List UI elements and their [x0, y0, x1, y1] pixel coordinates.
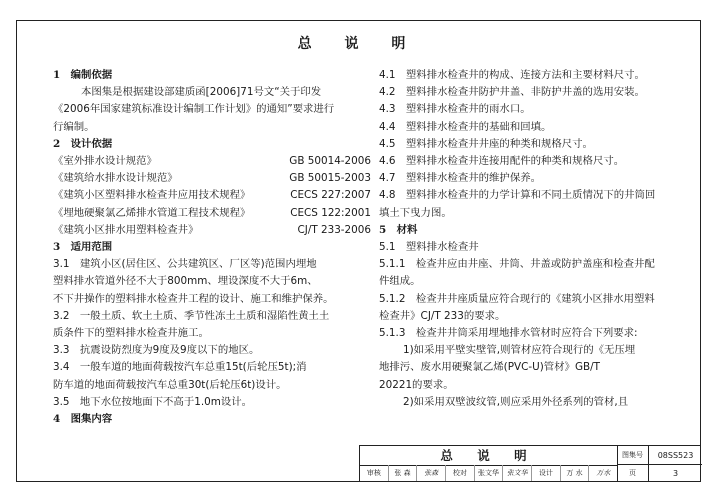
reference-line — [53, 205, 371, 222]
right-column — [379, 67, 679, 411]
reference-code: CJ/T 233-2006 — [297, 223, 371, 236]
reference-line — [53, 222, 371, 239]
section-heading: 1 编制依据 — [53, 69, 113, 81]
section-heading: 2 设计依据 — [53, 137, 113, 150]
text-line: 5.1.2 检查井井座质量应符合现行的《建筑小区排水用塑料 — [379, 292, 655, 305]
drawing-sheet — [16, 20, 701, 482]
text-line: 质条件下的塑料排水检查井施工。 — [53, 327, 209, 340]
signature-cell: 张 森 — [389, 465, 418, 481]
signature-cell: 张森 — [417, 465, 446, 481]
text-line: 3.4 一般车道的地面荷载按汽车总重15t(后轮压5t);消 — [53, 361, 307, 374]
text-line: 5.1.3 检查井井筒采用埋地排水管材时应符合下列要求: — [379, 327, 638, 340]
text-line: 5.1 塑料排水检查井 — [379, 241, 479, 254]
reference-title: 《室外排水设计规范》 — [53, 155, 157, 168]
title-block-name: 总 说 明 — [360, 446, 618, 466]
text-line: 4.8 塑料排水检查井的力学计算和不同土质情况下的井筒回 — [379, 189, 656, 202]
signature-cell: 设计 — [532, 465, 561, 481]
text-line: 件组成。 — [379, 275, 421, 288]
text-line: 4.4 塑料排水检查井的基础和回填。 — [379, 120, 552, 133]
text-line: 行编制。 — [53, 120, 95, 133]
reference-code: GB 50015-2003 — [289, 172, 371, 185]
signature-cell: 校对 — [446, 465, 475, 481]
section-heading: 5 材料 — [379, 223, 418, 236]
reference-line — [53, 170, 371, 187]
reference-title: 《埋地硬聚氯乙烯排水管道工程技术规程》 — [53, 206, 251, 219]
section-heading: 3 适用范围 — [53, 241, 113, 254]
signature-cell: 万 水 — [561, 465, 590, 481]
text-line: 3.1 建筑小区(居住区、公共建筑区、厂区等)范围内埋地 — [53, 258, 317, 271]
text-line: 防车道的地面荷载按汽车总重30t(后轮压6t)设计。 — [53, 378, 287, 391]
signature-cell: 审核 — [360, 465, 389, 481]
reference-code: CECS 227:2007 — [290, 189, 371, 202]
reference-line — [53, 153, 371, 170]
reference-title: 《建筑给水排水设计规范》 — [53, 172, 178, 185]
reference-title: 《建筑小区排水用塑料检查井》 — [53, 223, 199, 236]
signature-cell: 张文华 — [475, 465, 504, 481]
text-line: 4.7 塑料排水检查井的维护保养。 — [379, 172, 541, 185]
page-number: 3 — [672, 468, 679, 478]
page-title: 总 说 明 — [297, 36, 420, 52]
page-label: 页 — [617, 465, 649, 481]
atlas-number: 08SS523 — [649, 446, 702, 465]
text-line: 填土下曳力图。 — [379, 206, 452, 219]
text-line: 3.3 抗震设防烈度为9度及9度以下的地区。 — [53, 344, 260, 357]
text-line: 不下井操作的塑料排水检查井工程的设计、施工和维护保养。 — [53, 292, 334, 305]
text-line: 塑料排水管道外径不大于800mm、埋设深度不大于6m、 — [53, 275, 318, 288]
text-line: 4.6 塑料排水检查井连接用配件的种类和规格尺寸。 — [379, 155, 625, 168]
text-line: 地排污、废水用硬聚氯乙烯(PVC-U)管材》GB/T — [379, 361, 600, 374]
left-column — [53, 67, 371, 428]
text-line: 4.3 塑料排水检查井的雨水口。 — [379, 103, 531, 116]
text-line: 5.1.1 检查井应由井座、井筒、井盖或防护盖座和检查井配 — [379, 258, 655, 271]
text-line: 本图集是根据建设部建质函[2006]71号文“关于印发 — [81, 86, 322, 99]
text-line: 检查井》CJ/T 233的要求。 — [379, 309, 506, 322]
reference-title: 《建筑小区塑料排水检查井应用技术规程》 — [53, 189, 251, 202]
signature-row — [360, 465, 618, 481]
text-line: 2)如采用双壁波纹管,则应采用外径系列的管材,且 — [403, 395, 629, 408]
atlas-number-label: 图集号 — [617, 446, 649, 465]
text-line: 3.5 地下水位按地面下不高于1.0m设计。 — [53, 395, 253, 408]
text-line: 4.1 塑料排水检查井的构成、连接方法和主要材料尺寸。 — [379, 69, 645, 81]
text-line: 《2006年国家建筑标准设计编制工作计划》的通知”要求进行 — [53, 103, 335, 116]
signature-cell: 张文华 — [503, 465, 532, 481]
text-line: 4.5 塑料排水检查井井座的种类和规格尺寸。 — [379, 137, 593, 150]
signature-cell: 万水 — [596, 469, 611, 477]
text-line: 4.2 塑料排水检查井防护井盖、非防护井盖的选用安装。 — [379, 86, 645, 99]
reference-line — [53, 187, 371, 204]
reference-code: GB 50014-2006 — [289, 155, 371, 168]
text-line: 20221的要求。 — [379, 378, 454, 391]
text-line: 1)如采用平壁实壁管,则管材应符合现行的《无压埋 — [403, 344, 636, 357]
text-line: 3.2 一般土质、软土土质、季节性冻土土质和湿陷性黄土土 — [53, 309, 330, 322]
section-heading: 4 图集内容 — [53, 413, 113, 426]
reference-code: CECS 122:2001 — [290, 206, 371, 219]
title-block — [359, 445, 701, 482]
